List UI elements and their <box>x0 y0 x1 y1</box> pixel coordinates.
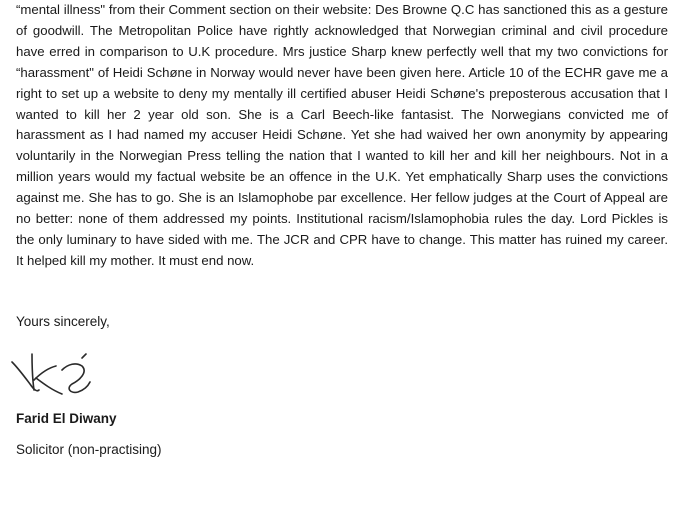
letter-body-line: emphatically Sharp uses the convictions against me. She has to go. She is an Islamophobe par excellence. <box>16 169 668 206</box>
letter-body-line: Norwegians convicted me of harassment as I had named my accuser Heidi Schøne. Yet she had waived <box>16 106 669 143</box>
letter-body-line: gesture of goodwill. The Metropolitan Police have rightly acknowledged that Norwegian criminal and civil <box>16 2 668 38</box>
letter-body-line: her and kill her neighbours. Not in a million years would my factual website be an offence in the U.K. Yet <box>16 148 669 185</box>
letter-body-line: convictions for “harassment" of Heidi Schøne in Norway would never have been given here. Article 10 of <box>16 43 668 80</box>
letter-body-line: CPR have to change. This matter has ruined my career. It helped kill my mother. It must end now. <box>16 231 668 268</box>
letter-body-line: Her fellow judges at the Court of Appeal are no better: none of them addressed my points. Institutional <box>16 190 669 227</box>
letter-closing: Yours sincerely, <box>16 314 110 329</box>
letter-body-line: preposterous accusation that I wanted to kill her 2 year old son. She is a Carl Beech-like fantasist. The <box>16 85 668 122</box>
letter-body-line: the ECHR gave me a right to set up a website to deny my mentally ill certified abuser Heidi Schøne's <box>16 64 668 101</box>
signer-title: Solicitor (non-practising) <box>16 442 162 457</box>
letter-body <box>16 0 668 272</box>
handwritten-signature <box>10 350 102 398</box>
letter-body-line: procedure have erred in comparison to U.K procedure. Mrs justice Sharp knew perfectly well that my two <box>16 22 668 59</box>
letter-body-line: her own anonymity by appearing voluntarily in the Norwegian Press telling the nation that I wanted to kill <box>16 127 668 164</box>
letter-body-line: racism/Islamophobia rules the day. Lord Pickles is the only luminary to have sided with me. The JCR and <box>16 211 668 247</box>
signer-name: Farid El Diwany <box>16 411 117 426</box>
letter-body-line: “mental illness" from their Comment section on their website: Des Browne Q.C has sanctioned this as a <box>16 2 621 17</box>
